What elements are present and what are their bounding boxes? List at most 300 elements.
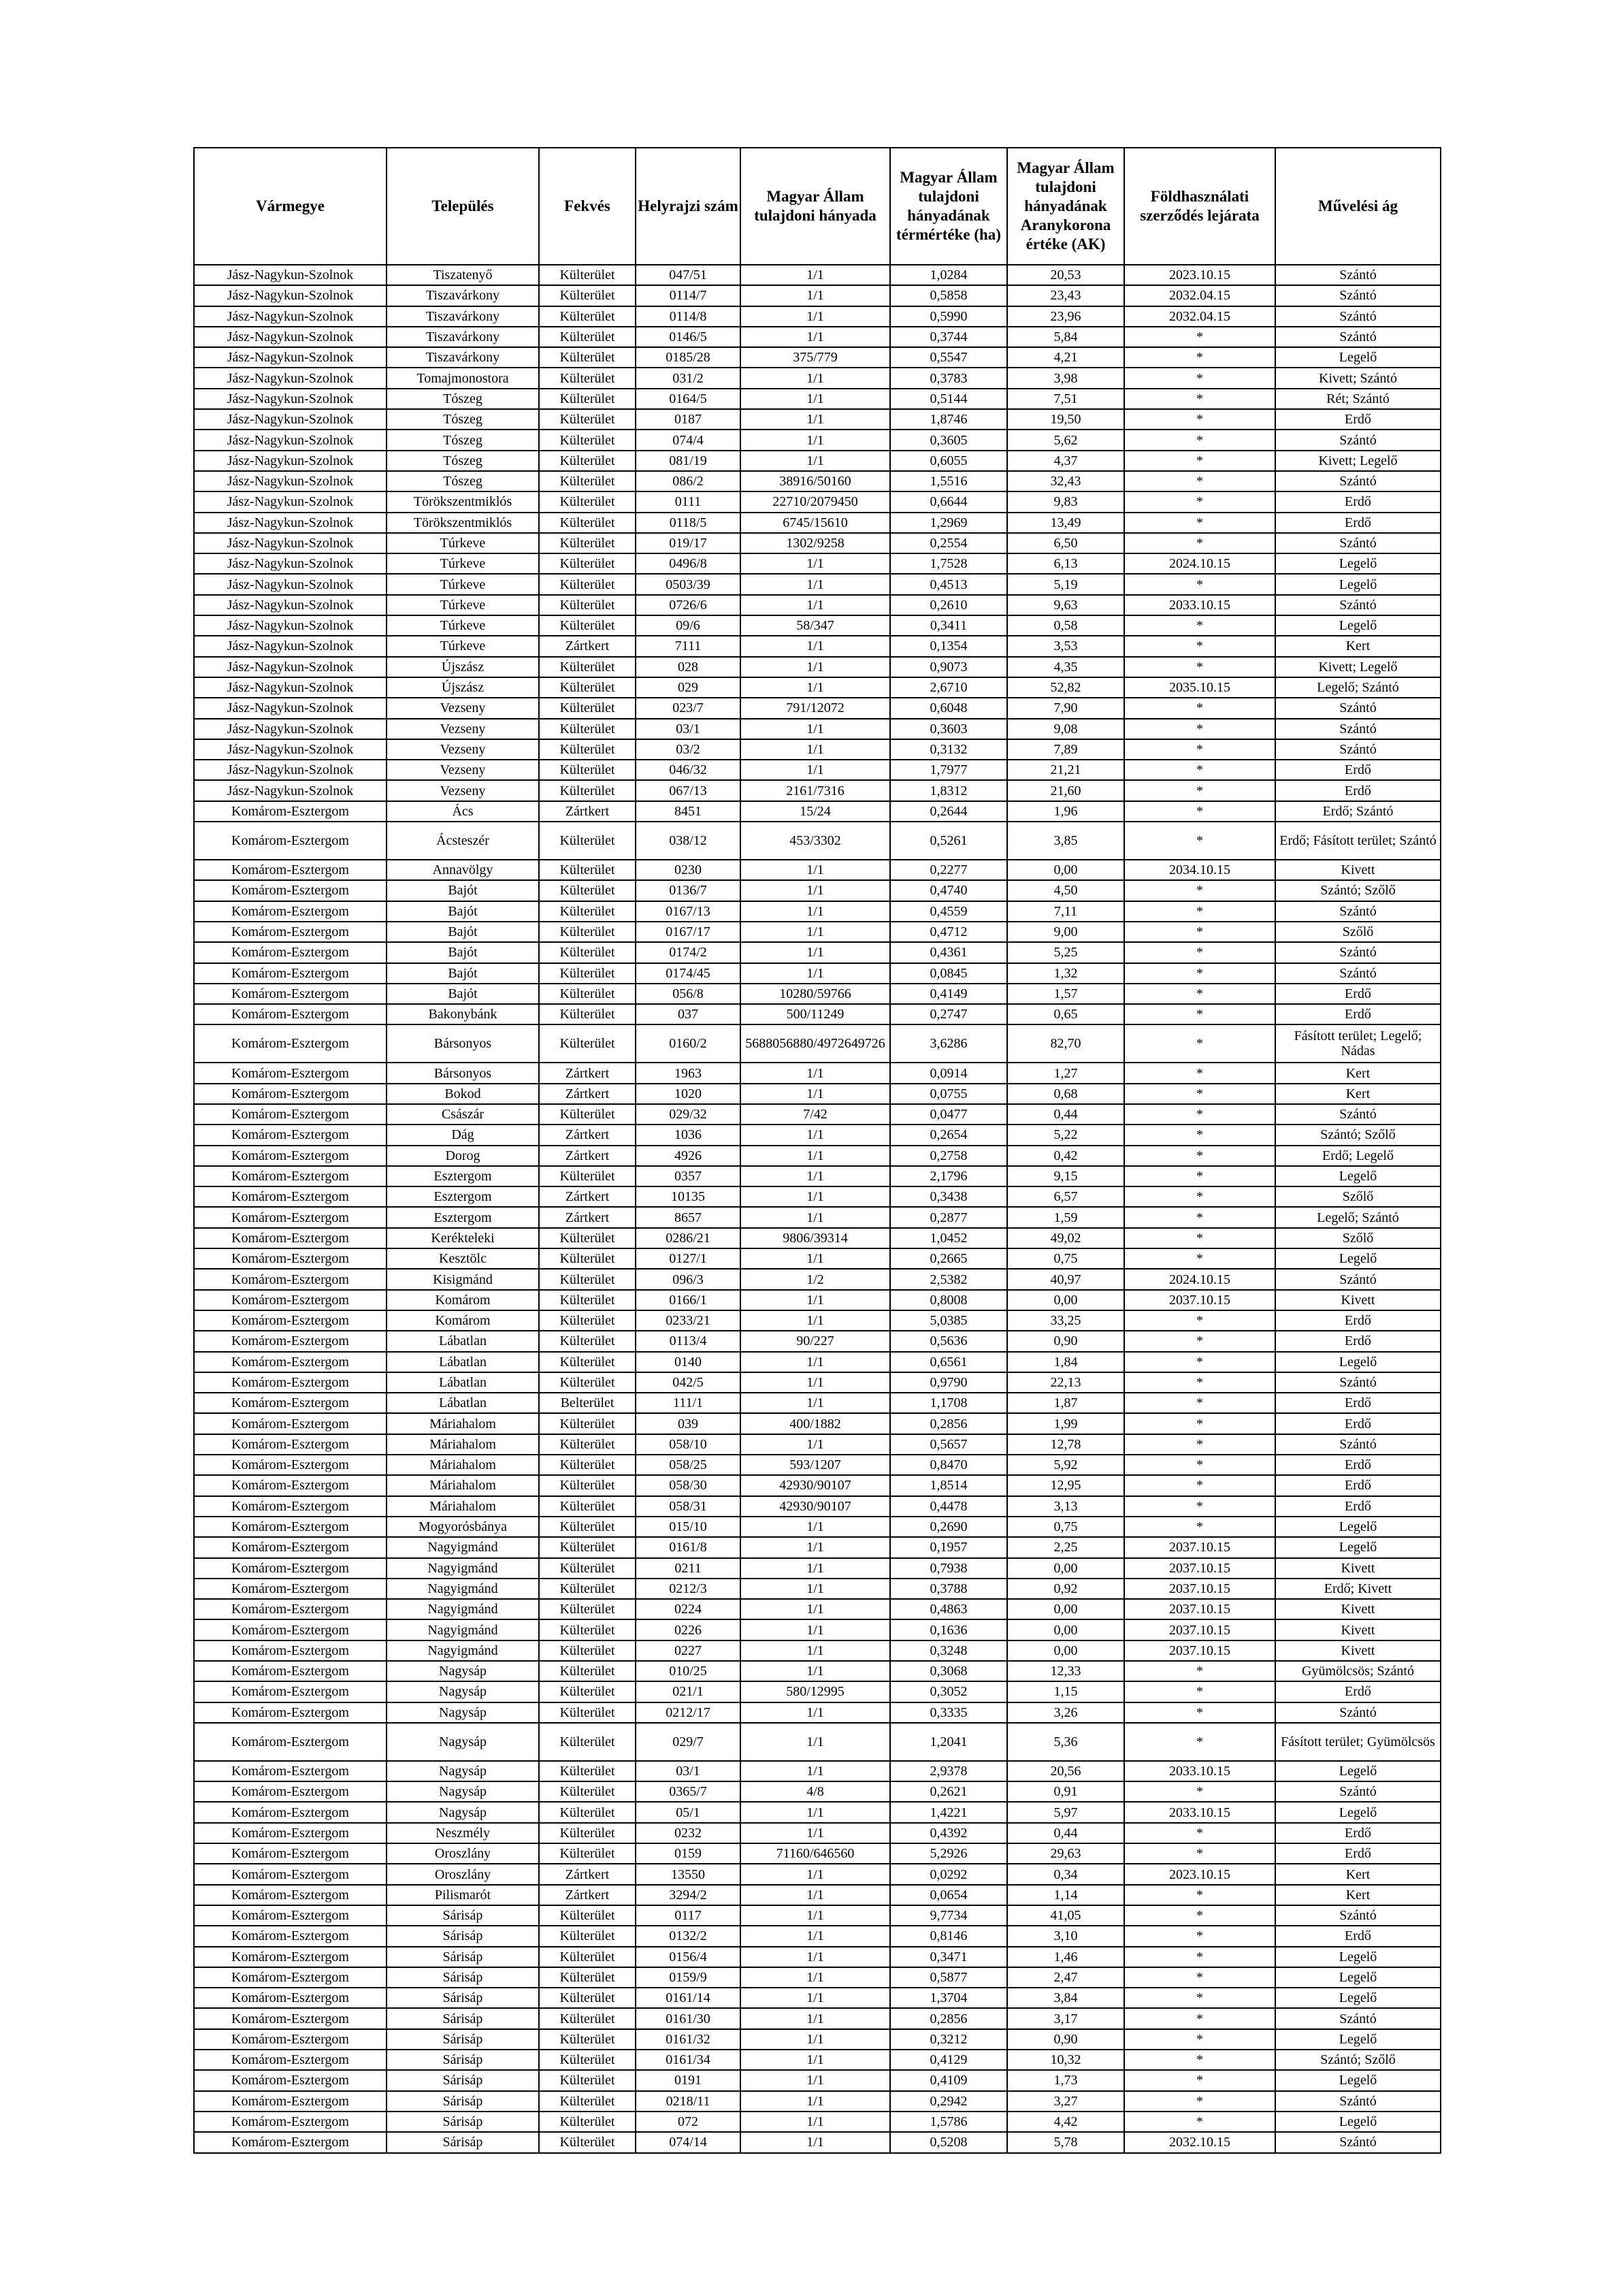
cell-varmegye: Jász-Nagykun-Szolnok	[194, 389, 387, 409]
cell-tulajdoni-hanyad: 90/227	[740, 1331, 890, 1351]
cell-aranykorona: 12,33	[1007, 1661, 1124, 1681]
cell-fekves: Zártkert	[539, 636, 636, 656]
cell-varmegye: Komárom-Esztergom	[194, 1681, 387, 1702]
cell-muvelesi-ag: Fásított terület; Legelő; Nádas	[1275, 1024, 1441, 1063]
cell-termertek: 0,5144	[890, 389, 1007, 409]
table-row	[194, 1269, 1441, 1289]
cell-szerzodes-lejarata: *	[1124, 389, 1275, 409]
cell-muvelesi-ag: Erdő	[1275, 780, 1441, 801]
cell-tulajdoni-hanyad: 1/1	[740, 1988, 890, 2008]
table-row	[194, 553, 1441, 574]
cell-fekves: Külterület	[539, 1228, 636, 1248]
cell-varmegye: Jász-Nagykun-Szolnok	[194, 657, 387, 677]
cell-termertek: 0,3052	[890, 1681, 1007, 1702]
cell-helyrajzi-szam: 0174/2	[636, 942, 740, 963]
table-row	[194, 1947, 1441, 1967]
cell-muvelesi-ag: Legelő	[1275, 574, 1441, 594]
cell-fekves: Külterület	[539, 1599, 636, 1619]
cell-aranykorona: 0,44	[1007, 1823, 1124, 1843]
cell-fekves: Külterület	[539, 306, 636, 327]
table-row	[194, 1248, 1441, 1269]
cell-helyrajzi-szam: 029	[636, 677, 740, 698]
cell-fekves: Külterület	[539, 1661, 636, 1681]
cell-fekves: Külterület	[539, 2132, 636, 2152]
cell-aranykorona: 0,90	[1007, 2029, 1124, 2050]
cell-fekves: Külterület	[539, 285, 636, 306]
cell-varmegye: Komárom-Esztergom	[194, 1393, 387, 1413]
cell-tulajdoni-hanyad: 42930/90107	[740, 1475, 890, 1495]
cell-helyrajzi-szam: 0286/21	[636, 1228, 740, 1248]
table-row	[194, 1393, 1441, 1413]
cell-tulajdoni-hanyad: 1/1	[740, 1702, 890, 1723]
cell-telepules: Nagysáp	[387, 1702, 539, 1723]
cell-telepules: Túrkeve	[387, 595, 539, 615]
table-row	[194, 822, 1441, 860]
cell-varmegye: Komárom-Esztergom	[194, 1084, 387, 1104]
cell-telepules: Vezseny	[387, 739, 539, 760]
cell-termertek: 0,2747	[890, 1004, 1007, 1024]
cell-szerzodes-lejarata: 2032.04.15	[1124, 306, 1275, 327]
cell-termertek: 1,2041	[890, 1723, 1007, 1761]
cell-helyrajzi-szam: 058/31	[636, 1496, 740, 1517]
cell-muvelesi-ag: Szántó	[1275, 430, 1441, 450]
cell-tulajdoni-hanyad: 1/1	[740, 1905, 890, 1926]
cell-aranykorona: 21,60	[1007, 780, 1124, 801]
cell-telepules: Komárom	[387, 1310, 539, 1331]
cell-szerzodes-lejarata: *	[1124, 1988, 1275, 2008]
cell-muvelesi-ag: Erdő	[1275, 1823, 1441, 1843]
cell-muvelesi-ag: Szántó	[1275, 2091, 1441, 2112]
cell-varmegye: Komárom-Esztergom	[194, 1352, 387, 1372]
cell-muvelesi-ag: Legelő	[1275, 2029, 1441, 2050]
cell-fekves: Külterület	[539, 1475, 636, 1495]
cell-tulajdoni-hanyad: 4/8	[740, 1781, 890, 1802]
table-row	[194, 942, 1441, 963]
cell-muvelesi-ag: Erdő	[1275, 1681, 1441, 1702]
cell-tulajdoni-hanyad: 1302/9258	[740, 533, 890, 553]
cell-tulajdoni-hanyad: 1/1	[740, 1723, 890, 1761]
cell-termertek: 2,5382	[890, 1269, 1007, 1289]
cell-muvelesi-ag: Szántó	[1275, 306, 1441, 327]
cell-szerzodes-lejarata: *	[1124, 615, 1275, 636]
cell-fekves: Külterület	[539, 1988, 636, 2008]
cell-helyrajzi-szam: 039	[636, 1413, 740, 1434]
cell-fekves: Külterület	[539, 1843, 636, 1864]
cell-telepules: Túrkeve	[387, 574, 539, 594]
cell-termertek: 0,2665	[890, 1248, 1007, 1269]
cell-termertek: 0,2856	[890, 1413, 1007, 1434]
cell-muvelesi-ag: Szőlő	[1275, 1186, 1441, 1207]
cell-tulajdoni-hanyad: 1/1	[740, 1926, 890, 1946]
cell-aranykorona: 0,75	[1007, 1248, 1124, 1269]
table-row	[194, 1723, 1441, 1761]
cell-termertek: 0,4863	[890, 1599, 1007, 1619]
cell-tulajdoni-hanyad: 7/42	[740, 1104, 890, 1125]
cell-tulajdoni-hanyad: 1/1	[740, 657, 890, 677]
header-szerzodes-lejarata: Földhasználati szerződés lejárata	[1124, 148, 1275, 265]
cell-termertek: 0,3744	[890, 327, 1007, 347]
cell-muvelesi-ag: Legelő	[1275, 1166, 1441, 1186]
cell-muvelesi-ag: Legelő	[1275, 2112, 1441, 2132]
cell-varmegye: Komárom-Esztergom	[194, 963, 387, 984]
cell-aranykorona: 4,42	[1007, 2112, 1124, 2132]
cell-fekves: Külterület	[539, 1004, 636, 1024]
cell-helyrajzi-szam: 029/7	[636, 1723, 740, 1761]
cell-varmegye: Jász-Nagykun-Szolnok	[194, 368, 387, 388]
cell-szerzodes-lejarata: *	[1124, 901, 1275, 922]
cell-aranykorona: 6,13	[1007, 553, 1124, 574]
cell-helyrajzi-szam: 029/32	[636, 1104, 740, 1125]
table-row	[194, 780, 1441, 801]
cell-tulajdoni-hanyad: 1/1	[740, 553, 890, 574]
cell-fekves: Külterület	[539, 1781, 636, 1802]
cell-fekves: Külterület	[539, 347, 636, 368]
table-row	[194, 327, 1441, 347]
cell-varmegye: Jász-Nagykun-Szolnok	[194, 471, 387, 491]
table-row	[194, 1004, 1441, 1024]
cell-tulajdoni-hanyad: 1/1	[740, 1640, 890, 1661]
cell-fekves: Külterület	[539, 1823, 636, 1843]
cell-varmegye: Jász-Nagykun-Szolnok	[194, 451, 387, 471]
cell-varmegye: Komárom-Esztergom	[194, 1290, 387, 1310]
cell-telepules: Lábatlan	[387, 1331, 539, 1351]
cell-telepules: Ács	[387, 801, 539, 822]
cell-telepules: Nagysáp	[387, 1661, 539, 1681]
cell-varmegye: Komárom-Esztergom	[194, 1599, 387, 1619]
cell-varmegye: Komárom-Esztergom	[194, 1823, 387, 1843]
cell-aranykorona: 1,57	[1007, 984, 1124, 1004]
cell-aranykorona: 10,32	[1007, 2050, 1124, 2070]
cell-fekves: Külterület	[539, 1248, 636, 1269]
cell-aranykorona: 5,36	[1007, 1723, 1124, 1761]
cell-varmegye: Komárom-Esztergom	[194, 1455, 387, 1475]
cell-muvelesi-ag: Legelő	[1275, 1988, 1441, 2008]
cell-varmegye: Komárom-Esztergom	[194, 1640, 387, 1661]
cell-telepules: Ácsteszér	[387, 822, 539, 860]
cell-helyrajzi-szam: 0161/32	[636, 2029, 740, 2050]
cell-fekves: Külterület	[539, 1947, 636, 1967]
cell-termertek: 0,4513	[890, 574, 1007, 594]
cell-telepules: Tiszatenyő	[387, 265, 539, 285]
cell-helyrajzi-szam: 0227	[636, 1640, 740, 1661]
cell-muvelesi-ag: Legelő	[1275, 1947, 1441, 1967]
header-fekves: Fekvés	[539, 148, 636, 265]
cell-varmegye: Komárom-Esztergom	[194, 901, 387, 922]
cell-tulajdoni-hanyad: 1/1	[740, 2008, 890, 2028]
cell-szerzodes-lejarata: *	[1124, 698, 1275, 718]
cell-tulajdoni-hanyad: 1/1	[740, 739, 890, 760]
cell-aranykorona: 41,05	[1007, 1905, 1124, 1926]
cell-fekves: Zártkert	[539, 1864, 636, 1884]
cell-fekves: Külterület	[539, 780, 636, 801]
cell-muvelesi-ag: Legelő	[1275, 1352, 1441, 1372]
table-row	[194, 1661, 1441, 1681]
cell-helyrajzi-szam: 023/7	[636, 698, 740, 718]
cell-tulajdoni-hanyad: 1/1	[740, 1661, 890, 1681]
cell-szerzodes-lejarata: *	[1124, 801, 1275, 822]
cell-termertek: 0,4740	[890, 880, 1007, 901]
cell-szerzodes-lejarata: *	[1124, 430, 1275, 450]
cell-telepules: Nagysáp	[387, 1781, 539, 1802]
cell-helyrajzi-szam: 072	[636, 2112, 740, 2132]
cell-aranykorona: 1,59	[1007, 1207, 1124, 1227]
cell-varmegye: Komárom-Esztergom	[194, 1781, 387, 1802]
cell-telepules: Máriahalom	[387, 1413, 539, 1434]
cell-varmegye: Komárom-Esztergom	[194, 860, 387, 880]
cell-aranykorona: 32,43	[1007, 471, 1124, 491]
table-row	[194, 963, 1441, 984]
cell-szerzodes-lejarata: *	[1124, 1967, 1275, 1988]
cell-muvelesi-ag: Legelő; Szántó	[1275, 1207, 1441, 1227]
cell-tulajdoni-hanyad: 1/1	[740, 1864, 890, 1884]
cell-helyrajzi-szam: 111/1	[636, 1393, 740, 1413]
cell-termertek: 1,7977	[890, 760, 1007, 780]
cell-telepules: Bársonyos	[387, 1024, 539, 1063]
cell-szerzodes-lejarata: *	[1124, 1496, 1275, 1517]
cell-muvelesi-ag: Erdő	[1275, 984, 1441, 1004]
cell-szerzodes-lejarata: *	[1124, 2008, 1275, 2028]
cell-termertek: 0,1957	[890, 1537, 1007, 1557]
table-row	[194, 636, 1441, 656]
cell-szerzodes-lejarata: *	[1124, 574, 1275, 594]
cell-helyrajzi-szam: 0161/8	[636, 1537, 740, 1557]
cell-telepules: Túrkeve	[387, 636, 539, 656]
cell-fekves: Külterület	[539, 677, 636, 698]
cell-varmegye: Jász-Nagykun-Szolnok	[194, 719, 387, 739]
cell-szerzodes-lejarata: *	[1124, 984, 1275, 1004]
cell-muvelesi-ag: Szántó	[1275, 2132, 1441, 2152]
cell-aranykorona: 0,44	[1007, 1104, 1124, 1125]
cell-szerzodes-lejarata: *	[1124, 1475, 1275, 1495]
cell-tulajdoni-hanyad: 791/12072	[740, 698, 890, 718]
cell-helyrajzi-szam: 037	[636, 1004, 740, 1024]
cell-termertek: 0,4478	[890, 1496, 1007, 1517]
cell-helyrajzi-szam: 0357	[636, 1166, 740, 1186]
cell-termertek: 0,9073	[890, 657, 1007, 677]
cell-szerzodes-lejarata: *	[1124, 942, 1275, 963]
cell-fekves: Külterület	[539, 430, 636, 450]
cell-termertek: 1,4221	[890, 1802, 1007, 1822]
cell-telepules: Esztergom	[387, 1186, 539, 1207]
cell-termertek: 0,3411	[890, 615, 1007, 636]
cell-telepules: Vezseny	[387, 780, 539, 801]
table-row	[194, 389, 1441, 409]
cell-telepules: Vezseny	[387, 719, 539, 739]
cell-aranykorona: 5,78	[1007, 2132, 1124, 2152]
cell-varmegye: Komárom-Esztergom	[194, 1661, 387, 1681]
cell-szerzodes-lejarata: *	[1124, 1310, 1275, 1331]
cell-szerzodes-lejarata: *	[1124, 1843, 1275, 1864]
cell-tulajdoni-hanyad: 1/1	[740, 430, 890, 450]
cell-szerzodes-lejarata: *	[1124, 719, 1275, 739]
cell-fekves: Külterület	[539, 760, 636, 780]
cell-tulajdoni-hanyad: 580/12995	[740, 1681, 890, 1702]
cell-telepules: Sárisáp	[387, 2008, 539, 2028]
cell-muvelesi-ag: Szántó	[1275, 1372, 1441, 1393]
cell-fekves: Külterület	[539, 1905, 636, 1926]
cell-muvelesi-ag: Kert	[1275, 1063, 1441, 1083]
cell-fekves: Külterület	[539, 1024, 636, 1063]
cell-szerzodes-lejarata: *	[1124, 368, 1275, 388]
cell-szerzodes-lejarata: *	[1124, 1517, 1275, 1537]
cell-szerzodes-lejarata: *	[1124, 471, 1275, 491]
table-row	[194, 306, 1441, 327]
table-row	[194, 285, 1441, 306]
cell-fekves: Külterület	[539, 513, 636, 533]
cell-muvelesi-ag: Szántó; Szőlő	[1275, 880, 1441, 901]
cell-muvelesi-ag: Erdő	[1275, 1413, 1441, 1434]
cell-helyrajzi-szam: 0191	[636, 2070, 740, 2090]
cell-telepules: Máriahalom	[387, 1434, 539, 1455]
cell-varmegye: Jász-Nagykun-Szolnok	[194, 513, 387, 533]
cell-telepules: Újszász	[387, 677, 539, 698]
cell-termertek: 0,3335	[890, 1702, 1007, 1723]
cell-helyrajzi-szam: 03/2	[636, 739, 740, 760]
cell-varmegye: Jász-Nagykun-Szolnok	[194, 760, 387, 780]
cell-tulajdoni-hanyad: 1/1	[740, 1885, 890, 1905]
table-row	[194, 1228, 1441, 1248]
cell-muvelesi-ag: Kivett; Legelő	[1275, 451, 1441, 471]
cell-helyrajzi-szam: 0174/45	[636, 963, 740, 984]
table-row	[194, 698, 1441, 718]
cell-aranykorona: 5,25	[1007, 942, 1124, 963]
cell-varmegye: Komárom-Esztergom	[194, 1723, 387, 1761]
cell-fekves: Külterület	[539, 942, 636, 963]
cell-varmegye: Komárom-Esztergom	[194, 1207, 387, 1227]
cell-helyrajzi-szam: 067/13	[636, 780, 740, 801]
cell-telepules: Sárisáp	[387, 2070, 539, 2090]
table-row	[194, 1599, 1441, 1619]
cell-muvelesi-ag: Szántó	[1275, 698, 1441, 718]
cell-aranykorona: 13,49	[1007, 513, 1124, 533]
cell-helyrajzi-szam: 058/25	[636, 1455, 740, 1475]
cell-muvelesi-ag: Erdő	[1275, 513, 1441, 533]
cell-fekves: Külterület	[539, 615, 636, 636]
cell-szerzodes-lejarata: 2024.10.15	[1124, 553, 1275, 574]
cell-aranykorona: 0,91	[1007, 1781, 1124, 1802]
cell-tulajdoni-hanyad: 1/1	[740, 2029, 890, 2050]
cell-varmegye: Komárom-Esztergom	[194, 1905, 387, 1926]
cell-helyrajzi-szam: 0365/7	[636, 1781, 740, 1802]
cell-muvelesi-ag: Erdő; Legelő	[1275, 1146, 1441, 1166]
cell-varmegye: Jász-Nagykun-Szolnok	[194, 347, 387, 368]
cell-helyrajzi-szam: 0167/13	[636, 901, 740, 922]
cell-helyrajzi-szam: 0140	[636, 1352, 740, 1372]
cell-termertek: 5,0385	[890, 1310, 1007, 1331]
cell-tulajdoni-hanyad: 1/1	[740, 1823, 890, 1843]
cell-fekves: Külterület	[539, 1537, 636, 1557]
cell-varmegye: Komárom-Esztergom	[194, 1761, 387, 1781]
cell-aranykorona: 0,00	[1007, 1290, 1124, 1310]
cell-varmegye: Komárom-Esztergom	[194, 922, 387, 942]
cell-fekves: Zártkert	[539, 1885, 636, 1905]
cell-fekves: Külterület	[539, 2112, 636, 2132]
cell-muvelesi-ag: Kivett; Szántó	[1275, 368, 1441, 388]
cell-telepules: Túrkeve	[387, 615, 539, 636]
cell-muvelesi-ag: Erdő	[1275, 1496, 1441, 1517]
cell-aranykorona: 20,56	[1007, 1761, 1124, 1781]
table-row	[194, 1843, 1441, 1864]
cell-telepules: Sárisáp	[387, 1926, 539, 1946]
cell-aranykorona: 3,26	[1007, 1702, 1124, 1723]
cell-aranykorona: 49,02	[1007, 1228, 1124, 1248]
cell-aranykorona: 20,53	[1007, 265, 1124, 285]
cell-termertek: 0,3783	[890, 368, 1007, 388]
cell-helyrajzi-szam: 1036	[636, 1125, 740, 1145]
cell-aranykorona: 0,90	[1007, 1331, 1124, 1351]
cell-varmegye: Jász-Nagykun-Szolnok	[194, 327, 387, 347]
cell-telepules: Komárom	[387, 1290, 539, 1310]
cell-tulajdoni-hanyad: 1/1	[740, 1599, 890, 1619]
cell-telepules: Bársonyos	[387, 1063, 539, 1083]
cell-aranykorona: 1,96	[1007, 801, 1124, 822]
cell-termertek: 0,4149	[890, 984, 1007, 1004]
table-row	[194, 265, 1441, 285]
cell-szerzodes-lejarata: *	[1124, 922, 1275, 942]
cell-varmegye: Komárom-Esztergom	[194, 2029, 387, 2050]
cell-fekves: Külterület	[539, 1496, 636, 1517]
cell-szerzodes-lejarata: *	[1124, 1681, 1275, 1702]
cell-termertek: 3,6286	[890, 1024, 1007, 1063]
cell-varmegye: Komárom-Esztergom	[194, 1843, 387, 1864]
cell-tulajdoni-hanyad: 58/347	[740, 615, 890, 636]
cell-fekves: Külterület	[539, 1310, 636, 1331]
cell-varmegye: Jász-Nagykun-Szolnok	[194, 430, 387, 450]
cell-muvelesi-ag: Rét; Szántó	[1275, 389, 1441, 409]
cell-termertek: 1,5786	[890, 2112, 1007, 2132]
cell-helyrajzi-szam: 0218/11	[636, 2091, 740, 2112]
table-row	[194, 1166, 1441, 1186]
table-row	[194, 739, 1441, 760]
cell-muvelesi-ag: Erdő; Kivett	[1275, 1579, 1441, 1599]
cell-fekves: Külterület	[539, 1619, 636, 1640]
cell-telepules: Oroszlány	[387, 1864, 539, 1884]
cell-helyrajzi-szam: 047/51	[636, 265, 740, 285]
cell-szerzodes-lejarata: *	[1124, 2070, 1275, 2090]
cell-helyrajzi-szam: 0211	[636, 1558, 740, 1579]
cell-termertek: 0,2690	[890, 1517, 1007, 1537]
cell-fekves: Zártkert	[539, 1207, 636, 1227]
cell-szerzodes-lejarata: *	[1124, 513, 1275, 533]
cell-aranykorona: 4,37	[1007, 451, 1124, 471]
cell-tulajdoni-hanyad: 1/1	[740, 1558, 890, 1579]
cell-helyrajzi-szam: 1963	[636, 1063, 740, 1083]
cell-varmegye: Jász-Nagykun-Szolnok	[194, 553, 387, 574]
cell-helyrajzi-szam: 058/30	[636, 1475, 740, 1495]
cell-muvelesi-ag: Szőlő	[1275, 922, 1441, 942]
cell-fekves: Külterület	[539, 1579, 636, 1599]
cell-termertek: 0,4712	[890, 922, 1007, 942]
cell-helyrajzi-szam: 042/5	[636, 1372, 740, 1393]
cell-termertek: 0,3605	[890, 430, 1007, 450]
cell-varmegye: Komárom-Esztergom	[194, 1537, 387, 1557]
cell-szerzodes-lejarata: *	[1124, 451, 1275, 471]
header-aranykorona: Magyar Állam tulajdoni hányadának Aranykorona értéke (AK)	[1007, 148, 1124, 265]
cell-muvelesi-ag: Kert	[1275, 1864, 1441, 1884]
table-row	[194, 451, 1441, 471]
cell-helyrajzi-szam: 0118/5	[636, 513, 740, 533]
cell-termertek: 1,2969	[890, 513, 1007, 533]
cell-aranykorona: 3,84	[1007, 1988, 1124, 2008]
table-row	[194, 409, 1441, 430]
table-row	[194, 901, 1441, 922]
table-row	[194, 984, 1441, 1004]
cell-szerzodes-lejarata: 2037.10.15	[1124, 1599, 1275, 1619]
cell-termertek: 0,2277	[890, 860, 1007, 880]
cell-fekves: Külterület	[539, 595, 636, 615]
cell-muvelesi-ag: Kert	[1275, 1084, 1441, 1104]
cell-varmegye: Komárom-Esztergom	[194, 2050, 387, 2070]
